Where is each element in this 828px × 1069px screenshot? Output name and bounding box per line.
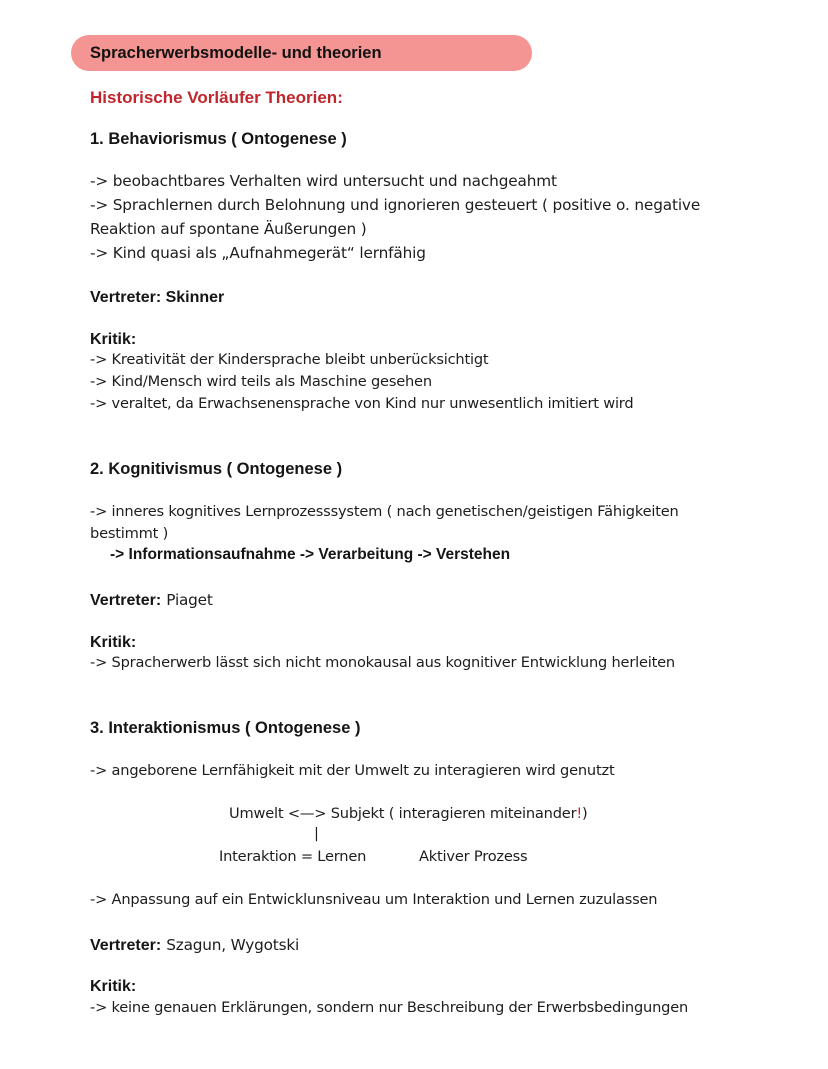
section2-vertreter [90,590,213,610]
section2-kritik-label: Kritik: [90,634,137,651]
vertreter-label: Vertreter: [90,937,162,954]
section1-kritik-item: -> veraltet, da Erwachsenensprache von Kind nur unwesentlich imitiert wird [90,395,634,412]
diagram-top [229,805,588,822]
section1-line: -> Sprachlernen durch Belohnung und ignorieren gesteuert ( positive o. negative [90,196,701,214]
subtitle: Historische Vorläufer Theorien: [90,88,343,107]
section1-line: -> Kind quasi als „Aufnahmegerät“ lernfähig [90,244,426,262]
section1-line: Reaktion auf spontane Äußerungen ) [90,220,367,238]
section2-line: -> inneres kognitives Lernprozesssystem ( nach genetischen/geistigen Fähigkeiten [90,503,679,520]
diagram-top-text: Umwelt <—> Subjekt ( interagieren miteinander [229,805,577,822]
section2-kritik-item: -> Spracherwerb lässt sich nicht monokausal aus kognitiver Entwicklung herleiten [90,654,675,671]
vertreter-label: Vertreter: [90,592,162,609]
section3-kritik-item: -> keine genauen Erklärungen, sondern nur Beschreibung der Erwerbsbedingungen [90,999,689,1016]
section2-process: -> Informationsaufnahme -> Verarbeitung -> Verstehen [110,546,511,563]
section1-kritik-item: -> Kreativität der Kindersprache bleibt unberücksichtigt [90,351,489,368]
section3-line: -> Anpassung auf ein Entwicklunsniveau um Interaktion und Lernen zuzulassen [90,891,658,908]
section3-line: -> angeborene Lernfähigkeit mit der Umwelt zu interagieren wird genutzt [90,762,615,779]
section1-kritik-label: Kritik: [90,331,137,348]
section1-vertreter: Vertreter: Skinner [90,289,225,306]
section1-heading: 1. Behaviorismus ( Ontogenese ) [90,130,347,148]
section3-vertreter [90,935,299,955]
section1-line: -> beobachtbares Verhalten wird untersucht und nachgeahmt [90,172,557,190]
section3-kritik-label: Kritik: [90,978,137,995]
section1-kritik-item: -> Kind/Mensch wird teils als Maschine gesehen [90,373,432,390]
section3-heading: 3. Interaktionismus ( Ontogenese ) [90,719,361,737]
vertreter-name: Piaget [166,591,213,609]
diagram-exclamation: ! [576,805,583,822]
vertreter-name: Szagun, Wygotski [166,936,300,954]
diagram-connector: | [314,825,319,842]
diagram-bottom-left: Interaktion = Lernen [219,848,367,865]
section2-heading: 2. Kognitivismus ( Ontogenese ) [90,460,343,478]
diagram-bottom-right: Aktiver Prozess [419,848,528,865]
section2-line: bestimmt ) [90,525,169,542]
page-title: Spracherwerbsmodelle- und theorien [90,44,382,62]
diagram-top-close: ) [582,805,588,822]
